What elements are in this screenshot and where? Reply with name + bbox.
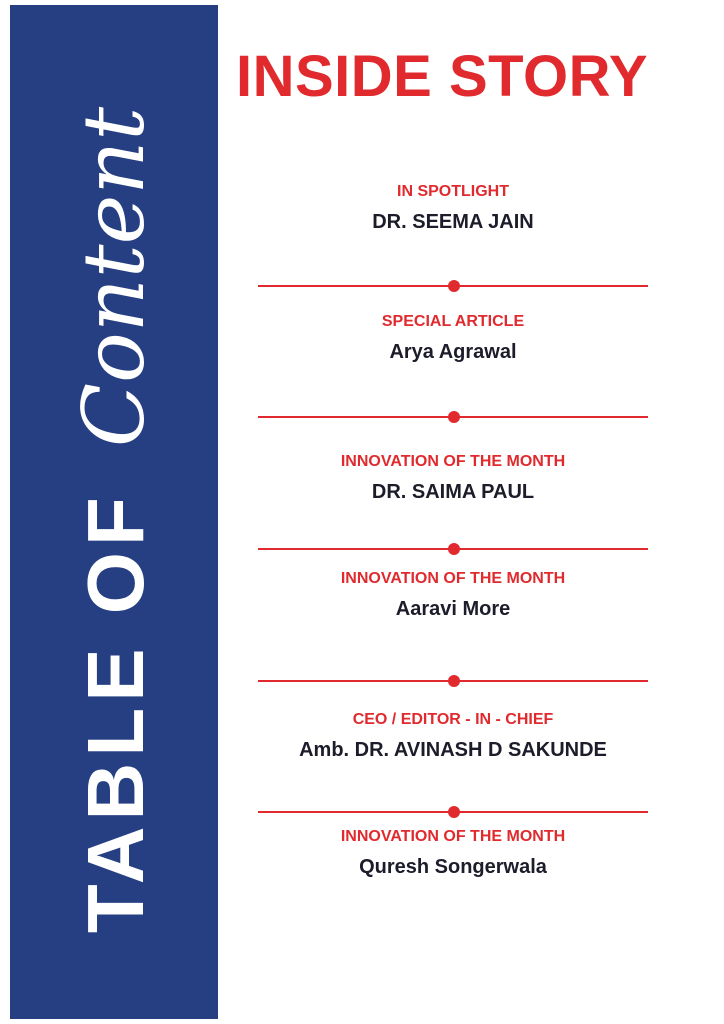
divider-dot bbox=[448, 543, 460, 555]
page-title: INSIDE STORY bbox=[236, 44, 649, 109]
divider-dot bbox=[448, 675, 460, 687]
entry-category: CEO / EDITOR - IN - CHIEF bbox=[352, 711, 554, 728]
toc-entry bbox=[258, 569, 648, 621]
divider-dot bbox=[448, 806, 460, 818]
toc-entry bbox=[258, 710, 648, 762]
toc-entry bbox=[258, 312, 648, 364]
toc-entry bbox=[258, 452, 648, 504]
divider bbox=[258, 811, 648, 813]
entry-name: DR. SEEMA JAIN bbox=[372, 211, 534, 233]
divider-dot bbox=[448, 280, 460, 292]
divider bbox=[258, 285, 648, 287]
content-label: Content bbox=[65, 106, 163, 448]
entry-category: INNOVATION OF THE MONTH bbox=[340, 828, 566, 845]
toc-entry bbox=[258, 182, 648, 234]
divider bbox=[258, 680, 648, 682]
entry-name: Aaravi More bbox=[395, 598, 511, 620]
entry-name: Arya Agrawal bbox=[389, 341, 517, 363]
entry-name: DR. SAIMA PAUL bbox=[371, 481, 535, 503]
divider bbox=[258, 416, 648, 418]
entry-name: Quresh Songerwala bbox=[359, 856, 547, 878]
sidebar-panel bbox=[10, 5, 218, 1019]
entry-category: INNOVATION OF THE MONTH bbox=[340, 570, 566, 587]
entry-category: IN SPOTLIGHT bbox=[397, 183, 509, 200]
toc-entry bbox=[258, 827, 648, 879]
divider bbox=[258, 548, 648, 550]
entry-category: INNOVATION OF THE MONTH bbox=[340, 453, 566, 470]
entry-category: SPECIAL ARTICLE bbox=[381, 313, 525, 330]
divider-dot bbox=[448, 411, 460, 423]
table-of-label: TABLE OF bbox=[71, 491, 160, 934]
entry-name: Amb. DR. AVINASH D SAKUNDE bbox=[299, 739, 607, 761]
sidebar-heading bbox=[65, 106, 163, 934]
